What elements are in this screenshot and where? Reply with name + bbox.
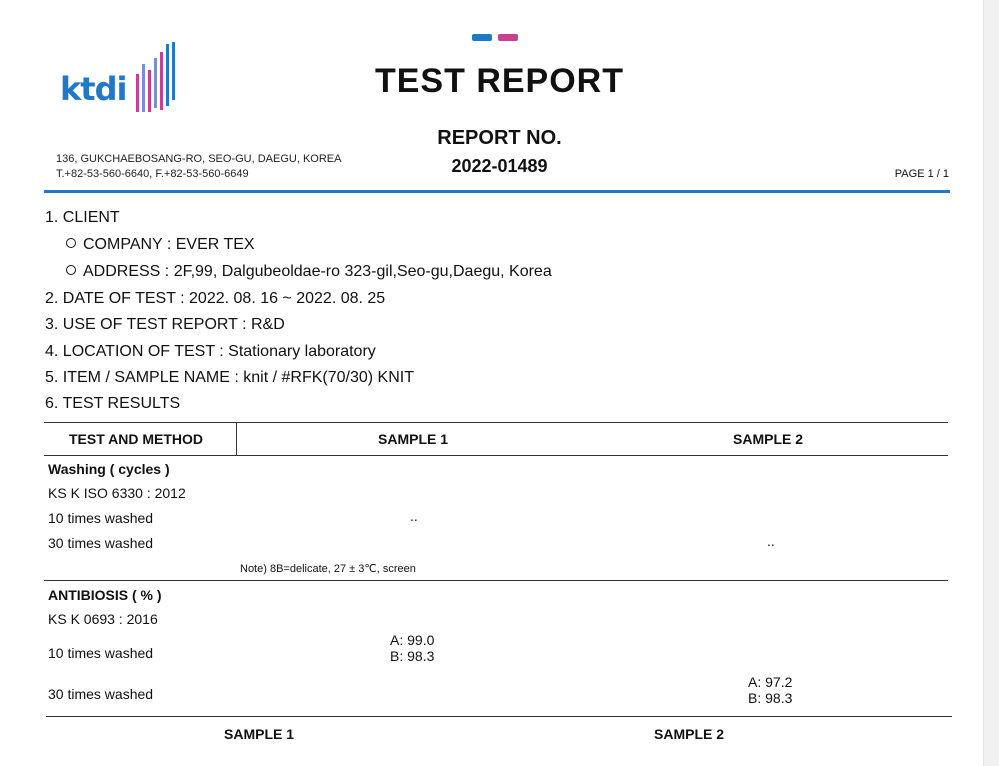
item-sample-name: 5. ITEM / SAMPLE NAME : knit / #RFK(70/30) KNIT	[45, 369, 414, 386]
lab-address: 136, GUKCHAEBOSANG-RO, SEO-GU, DAEGU, KOREA	[56, 153, 342, 165]
report-no-value: 2022-01489	[451, 156, 548, 176]
section-rule	[44, 580, 948, 581]
bullet-circle-icon	[66, 238, 76, 248]
client-heading: 1. CLIENT	[45, 209, 120, 226]
test-results-heading: 6. TEST RESULTS	[45, 395, 181, 412]
value-b: B: 98.3	[390, 648, 435, 664]
washing-row2-label: 30 times washed	[48, 535, 154, 551]
table-header-rule	[44, 455, 948, 456]
washing-note: Note) 8B=delicate, 27 ± 3℃, screen	[240, 563, 416, 575]
scrollbar[interactable]	[983, 0, 999, 766]
footer-sample-1: SAMPLE 1	[224, 726, 295, 742]
report-title: TEST REPORT	[374, 62, 625, 100]
header-divider	[44, 190, 950, 193]
antibiosis-row2-sample2	[748, 674, 792, 706]
table-top-rule	[44, 422, 948, 423]
washing-row1-label: 10 times washed	[48, 510, 154, 526]
location-of-test: 4. LOCATION OF TEST : Stationary laboratory	[45, 343, 376, 360]
decor-blue-bar	[472, 34, 492, 41]
address-text: ADDRESS : 2F,99, Dalgubeoldae-ro 323-gil,Seo-gu,Daegu, Korea	[83, 263, 552, 280]
page-number: PAGE 1 / 1	[894, 168, 949, 180]
company-text: COMPANY : EVER TEX	[83, 236, 255, 253]
antibiosis-row1-label: 10 times washed	[48, 645, 154, 661]
report-no-label: REPORT NO.	[437, 127, 562, 149]
antibiosis-method: KS K 0693 : 2016	[48, 611, 158, 627]
washing-method: KS K ISO 6330 : 2012	[48, 485, 186, 501]
logo-text: ktdi	[60, 70, 127, 108]
value-b: B: 98.3	[748, 690, 793, 706]
header-sample-2: SAMPLE 2	[733, 431, 804, 447]
washing-row1-sample1: ..	[410, 508, 418, 524]
decor-pink-bar	[498, 34, 518, 41]
value-a: A: 99.0	[390, 632, 435, 648]
antibiosis-title: ANTIBIOSIS ( % )	[48, 587, 162, 603]
table-bottom-rule	[46, 716, 952, 717]
date-of-test: 2. DATE OF TEST : 2022. 08. 16 ~ 2022. 08. 25	[45, 290, 386, 307]
address-line	[66, 263, 552, 281]
header-test-method: TEST AND METHOD	[69, 431, 204, 447]
washing-row2-sample2: ..	[767, 533, 775, 549]
value-a: A: 97.2	[748, 674, 793, 690]
footer-sample-2: SAMPLE 2	[654, 726, 725, 742]
table-header-divider	[236, 422, 237, 456]
company-line	[66, 236, 255, 254]
lab-contact: T.+82-53-560-6640, F.+82-53-560-6649	[56, 168, 249, 180]
antibiosis-row1-sample1	[390, 632, 434, 664]
bullet-circle-icon	[66, 265, 76, 275]
antibiosis-row2-label: 30 times washed	[48, 686, 154, 702]
washing-title: Washing ( cycles )	[48, 461, 170, 477]
use-of-report: 3. USE OF TEST REPORT : R&D	[45, 316, 285, 333]
header-sample-1: SAMPLE 1	[378, 431, 449, 447]
